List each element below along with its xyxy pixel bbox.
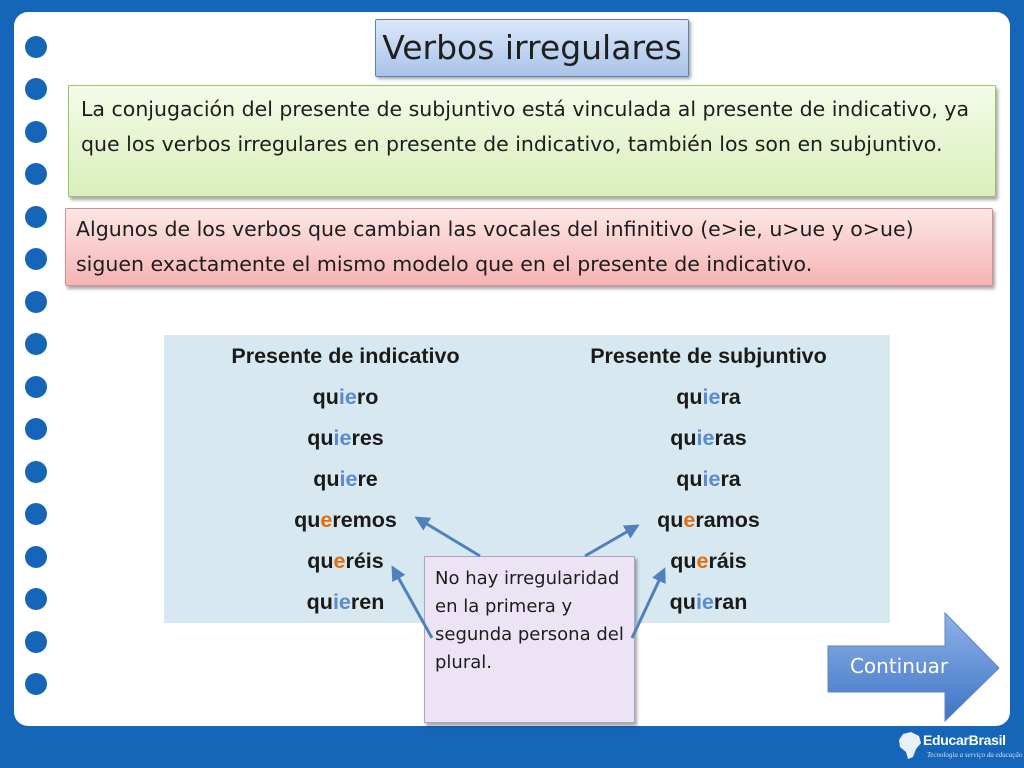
verb-stem: qu xyxy=(669,590,696,614)
indicativo-form xyxy=(164,499,527,540)
ring-hole xyxy=(25,163,47,185)
continue-button[interactable] xyxy=(825,610,1005,725)
verb-stem: qu xyxy=(307,549,334,573)
verb-ending: ras xyxy=(714,426,747,450)
verb-stem: qu xyxy=(670,549,697,573)
verb-stem: qu xyxy=(312,385,339,409)
indicativo-form xyxy=(164,458,527,499)
verb-ending: ra xyxy=(720,467,741,491)
verb-ending: res xyxy=(351,426,384,450)
ring-hole xyxy=(25,418,47,440)
vowel-highlight: ie xyxy=(695,590,714,614)
verb-stem: qu xyxy=(294,508,321,532)
ring-hole xyxy=(25,673,47,695)
indicativo-form xyxy=(164,417,527,458)
verb-ending: ráis xyxy=(708,549,747,573)
verb-ending: réis xyxy=(345,549,384,573)
ring-hole xyxy=(25,248,47,270)
intro-textbox: La conjugación del presente de subjuntivo está vinculada al presente de indicativo, ya que los verbos irregulares en presente de indicativo, también los son en subjuntivo. xyxy=(68,85,996,197)
continue-label: Continuar xyxy=(849,654,949,678)
verb-stem: qu xyxy=(670,426,697,450)
ring-hole xyxy=(25,503,47,525)
brand-name: EducarBrasil xyxy=(923,732,1006,748)
brand-tagline: Tecnologia a serviço da educação xyxy=(927,751,1023,759)
verb-ending: ran xyxy=(713,590,748,614)
verb-stem: qu xyxy=(676,467,703,491)
ring-hole xyxy=(25,121,47,143)
verb-stem: qu xyxy=(313,467,340,491)
subjuntivo-form xyxy=(527,376,890,417)
indicativo-form xyxy=(164,376,527,417)
brazil-map-icon xyxy=(897,731,923,761)
verb-ending: re xyxy=(357,467,378,491)
verb-stem: qu xyxy=(307,426,334,450)
rule-textbox: Algunos de los verbos que cambian las vocales del infinitivo (e>ie, u>ue y o>ue) siguen exactamente el mismo modelo que en el presente de indicativo. xyxy=(65,208,993,286)
vowel-highlight: e xyxy=(696,549,709,573)
vowel-highlight: ie xyxy=(702,385,721,409)
vowel-highlight: e xyxy=(683,508,696,532)
ring-hole xyxy=(25,291,47,313)
educarbrasil-logo xyxy=(897,731,1023,765)
note-callout: No hay irregularidad en la primera y segunda persona del plural. xyxy=(424,556,635,723)
vowel-highlight: ie xyxy=(332,590,351,614)
ring-hole xyxy=(25,78,47,100)
verb-ending: ro xyxy=(356,385,379,409)
vowel-highlight: ie xyxy=(338,385,357,409)
vowel-highlight: e xyxy=(320,508,333,532)
ring-hole xyxy=(25,376,47,398)
ring-hole xyxy=(25,206,47,228)
verb-ending: ra xyxy=(720,385,741,409)
vowel-highlight: ie xyxy=(696,426,715,450)
ring-hole xyxy=(25,546,47,568)
verb-ending: ren xyxy=(350,590,385,614)
verb-ending: remos xyxy=(332,508,397,532)
vowel-highlight: ie xyxy=(702,467,721,491)
ring-hole xyxy=(25,333,47,355)
verb-ending: ramos xyxy=(695,508,760,532)
vowel-highlight: ie xyxy=(339,467,358,491)
verb-stem: qu xyxy=(657,508,684,532)
ring-hole xyxy=(25,36,47,58)
ring-hole xyxy=(25,631,47,653)
verb-stem: qu xyxy=(676,385,703,409)
indicativo-header: Presente de indicativo xyxy=(231,344,460,368)
slide-title: Verbos irregulares xyxy=(375,19,689,77)
subjuntivo-form xyxy=(527,458,890,499)
vowel-highlight: ie xyxy=(333,426,352,450)
verb-stem: qu xyxy=(306,590,333,614)
vowel-highlight: e xyxy=(333,549,346,573)
ring-hole xyxy=(25,461,47,483)
subjuntivo-header: Presente de subjuntivo xyxy=(590,344,827,368)
ring-hole xyxy=(25,588,47,610)
subjuntivo-form xyxy=(527,499,890,540)
subjuntivo-form xyxy=(527,417,890,458)
